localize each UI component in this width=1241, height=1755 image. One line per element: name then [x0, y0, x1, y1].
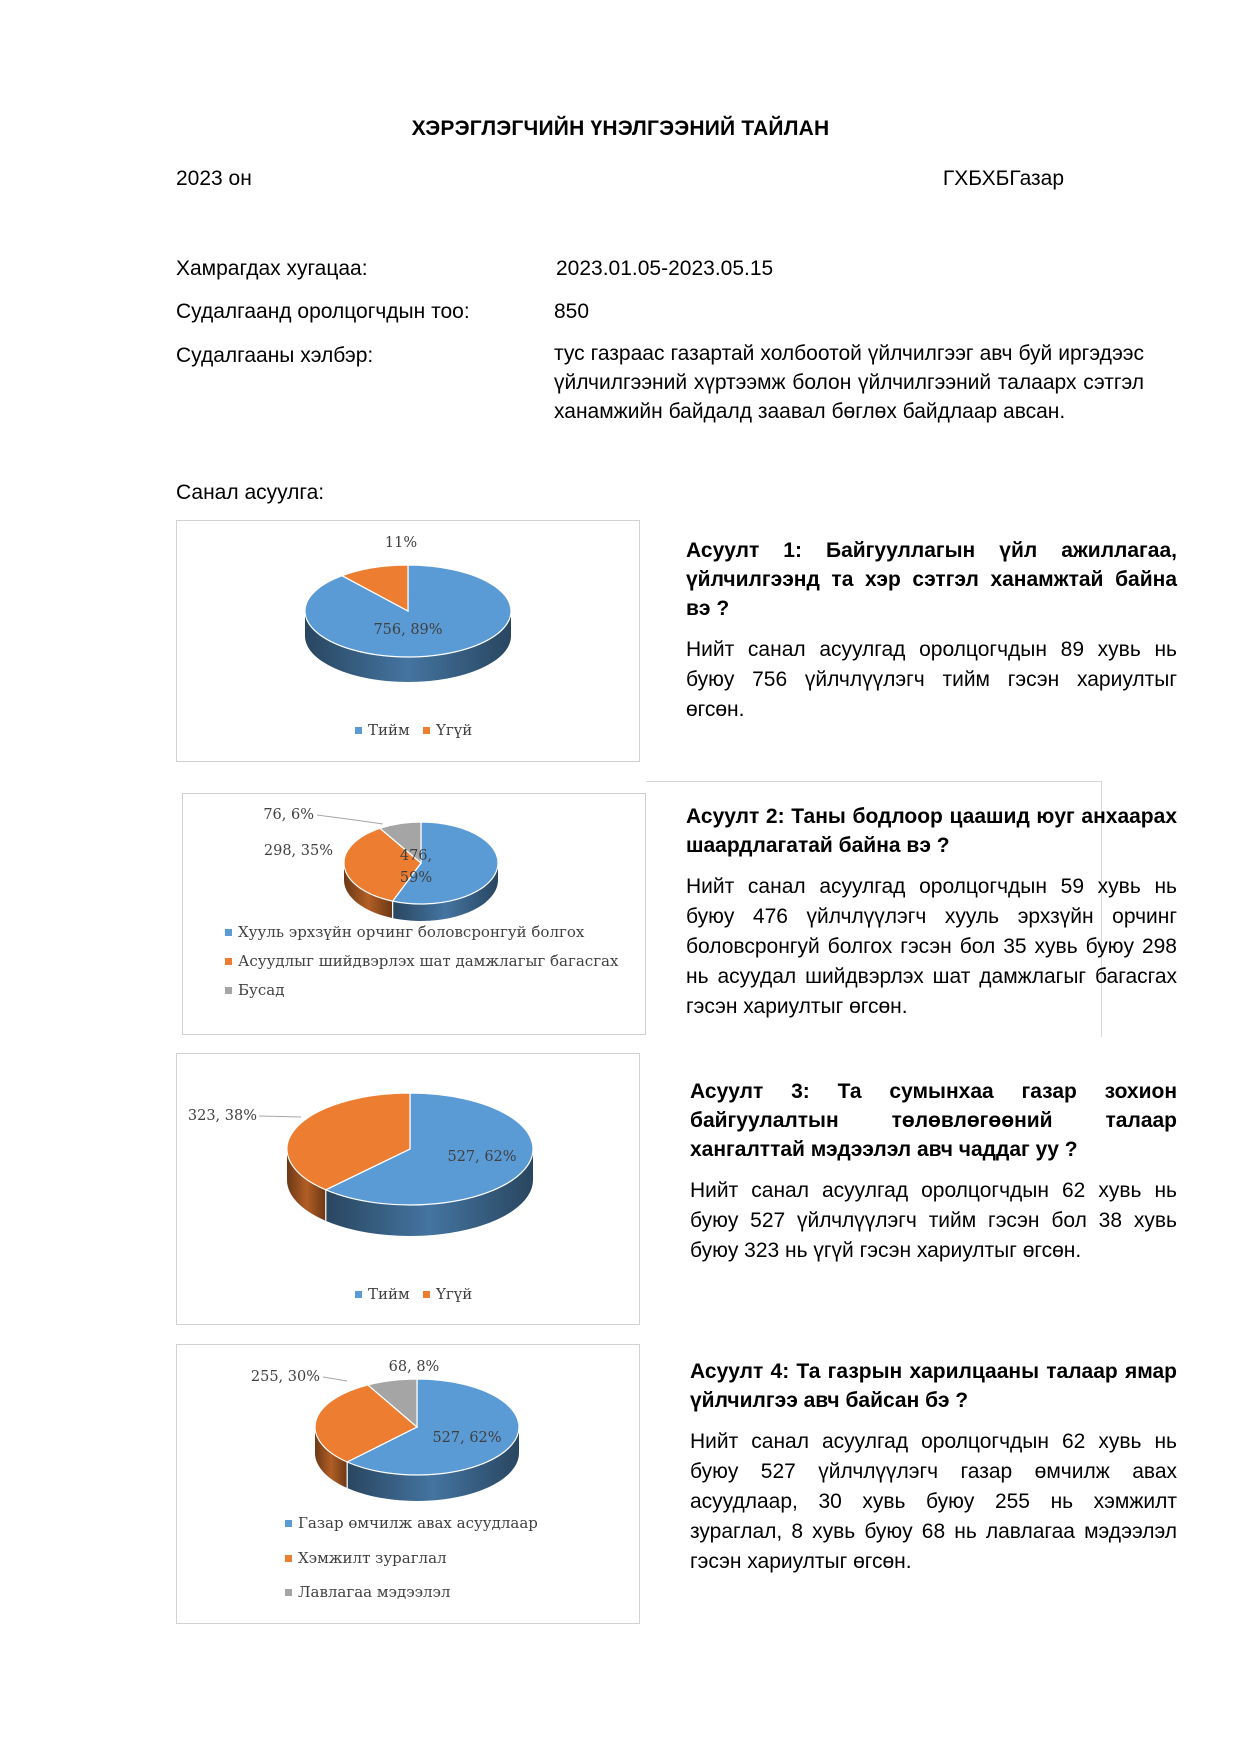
chart-1: [177, 521, 639, 761]
form-label: Судалгааны хэлбэр:: [176, 344, 374, 367]
data-label-3: 76, 6%: [263, 807, 314, 823]
chart-legend: [225, 923, 619, 999]
chart-3: [177, 1054, 639, 1324]
legend-swatch-1: [285, 1555, 292, 1562]
legend-swatch-2: [285, 1589, 292, 1596]
leader-line: [323, 1377, 347, 1381]
legend-item-2: Лавлагаа мэдээлэл: [298, 1583, 451, 1601]
chart-2: [183, 794, 645, 1034]
legend-item-1: Үгүй: [436, 1285, 473, 1303]
participants-value: 850: [554, 300, 590, 323]
question-1-title: Асуулт 1: Байгууллагын үйл ажиллагаа, үйлчилгээнд та хэр сэтгэл ханамжтай байна вэ ?: [686, 539, 1177, 620]
legend-item-1: Асуудлыг шийдвэрлэх шат дамжлагыг багасгах: [238, 952, 619, 970]
data-label-1: 323, 38%: [187, 1108, 257, 1124]
legend-item-1: Үгүй: [436, 721, 473, 739]
chart-legend: [355, 1285, 472, 1303]
legend-item-1: Хэмжилт зураглал: [298, 1549, 447, 1567]
data-label-2: 68, 8%: [388, 1359, 440, 1375]
question-4-title: Асуулт 4: Та газрын харилцааны талаар ямар үйлчилгээ авч байсан бэ ?: [690, 1360, 1177, 1412]
data-label-0: 476,: [399, 848, 433, 864]
legend-item-0: Хууль эрхзүйн орчинг боловсронгуй болгох: [238, 923, 585, 941]
report-year: 2023 он: [176, 167, 252, 190]
data-label-0: 756, 89%: [373, 622, 443, 638]
period-label: Хамрагдах хугацаа:: [176, 257, 368, 280]
legend-swatch-1: [423, 727, 430, 734]
question-3-title: Асуулт 3: Та сумынхаа газар зохион байгуулалтын төлөвлөгөөний талаар хангалттай мэдээлэл авч чаддаг уу ?: [690, 1080, 1177, 1161]
chart-4: [177, 1345, 639, 1623]
question-2-title: Асуулт 2: Таны бодлоор цаашид юуг анхаарах шаардлагатай байна вэ ?: [686, 805, 1177, 857]
data-label-0: 527, 62%: [432, 1430, 502, 1446]
period-value: 2023.01.05-2023.05.15: [556, 257, 774, 280]
legend-swatch-0: [355, 727, 362, 734]
leader-line: [259, 1116, 301, 1117]
legend-swatch-0: [225, 929, 232, 936]
question-3-body: Нийт санал асуулгад оролцогчдын 62 хувь нь буюу 527 үйлчлүүлэгч тийм гэсэн бол 38 хувь буюу 323 нь үгүй гэсэн хариултыг өгсөн.: [690, 1179, 1177, 1262]
chart-legend: [355, 721, 472, 739]
question-4-body: Нийт санал асуулгад оролцогчдын 62 хувь нь буюу 527 үйлчлүүлэгч газар өмчилж авах асуудлаар, 30 хувь буюу 255 нь хэмжилт зураглал, 8 хувь буюу 68 нь лавлагаа мэдээлэл гэсэн хариултыг өгсөн.: [690, 1430, 1177, 1573]
legend-swatch-0: [355, 1291, 362, 1298]
legend-swatch-2: [225, 987, 232, 994]
data-label-1: 11%: [384, 535, 418, 551]
leader-line: [317, 815, 383, 824]
report-title: ХЭРЭГЛЭГЧИЙН ҮНЭЛГЭЭНИЙ ТАЙЛАН: [411, 117, 830, 140]
question-1-body: Нийт санал асуулгад оролцогчдын 89 хувь нь буюу 756 үйлчлүүлэгч тийм гэсэн хариултыг өгсөн.: [686, 638, 1177, 721]
data-label-1: 59%: [399, 870, 433, 886]
legend-swatch-0: [285, 1520, 292, 1527]
pie-top: [315, 1379, 519, 1475]
question-1: [686, 536, 1177, 725]
chart-2-frame: [182, 793, 646, 1035]
chart-1-frame: [176, 520, 640, 762]
legend-item-0: Тийм: [368, 721, 410, 739]
legend-item-0: Тийм: [368, 1285, 410, 1303]
report-organization: ГХБХБГазар: [942, 167, 1064, 190]
question-2-body: Нийт санал асуулгад оролцогчдын 59 хувь нь буюу 476 үйлчлүүлэгч хууль эрхзүйн орчинг боловсронгуй болгох гэсэн бол 35 хувь буюу 298 нь асуудал шийдвэрлэх шат дамжлагыг багасгах гэсэн хариултыг өгсөн.: [686, 875, 1177, 1018]
survey-label: Санал асуулга:: [176, 481, 325, 504]
legend-item-2: Бусад: [238, 981, 285, 999]
chart-legend: [285, 1514, 538, 1601]
legend-item-0: Газар өмчилж авах асуудлаар: [298, 1514, 538, 1532]
legend-swatch-1: [423, 1291, 430, 1298]
question-3: [690, 1077, 1177, 1266]
pie-top: [305, 565, 511, 657]
chart-4-frame: [176, 1344, 640, 1624]
chart-3-frame: [176, 1053, 640, 1325]
data-label-0: 527, 62%: [447, 1149, 517, 1165]
data-label-1: 255, 30%: [250, 1369, 320, 1385]
question-4: [690, 1357, 1177, 1577]
participants-label: Судалгаанд оролцогчдын тоо:: [176, 300, 470, 323]
form-value: тус газраас газартай холбоотой үйлчилгээг авч буй иргэдээс үйлчилгээний хүртээмж болон үйлчилгээний талаарх сэтгэл ханамжийн байдалд заавал бөглөх байдлаар авсан.: [554, 342, 1144, 423]
data-label-2: 298, 35%: [263, 843, 333, 859]
question-2: [686, 802, 1177, 1022]
legend-swatch-1: [225, 958, 232, 965]
